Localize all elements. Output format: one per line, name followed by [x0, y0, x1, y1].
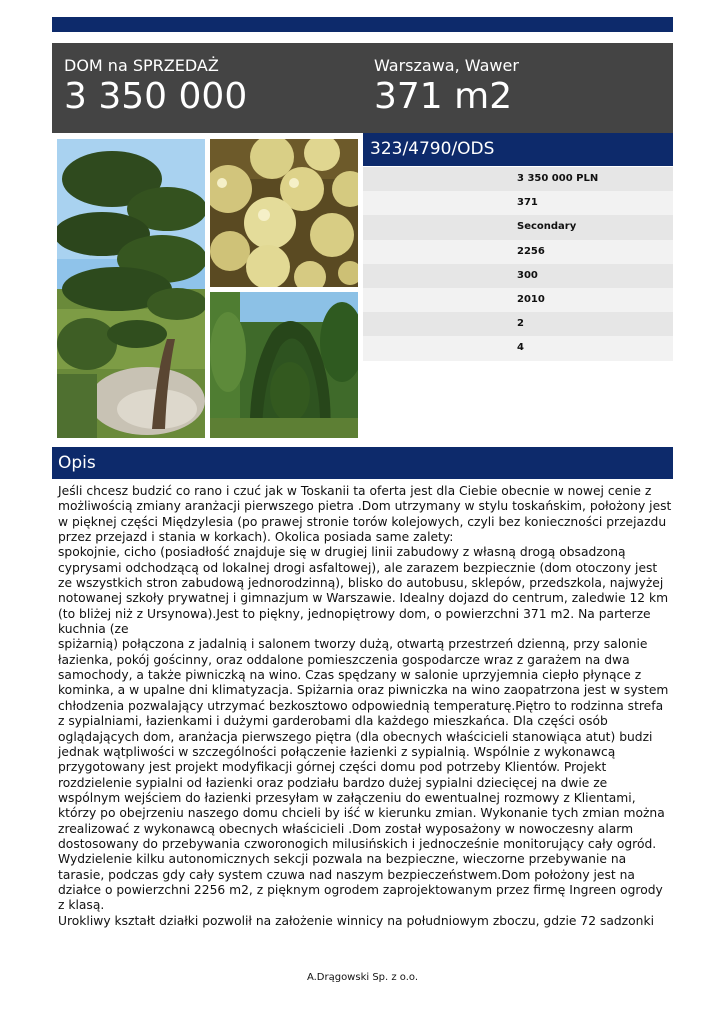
- detail-value: 2010: [517, 293, 545, 305]
- description-line: rozdzielenie sypialni od łazienki oraz podziału bardzo dużej sypialni dziecięcej na dwie ze: [58, 775, 608, 790]
- detail-value: 300: [517, 269, 538, 281]
- description-line: jednak wątpliwości w szczególności połączenie łazienki z sypialnią. Wspólnie z wykonawcą: [58, 744, 616, 759]
- description-line: chłodzenia pozwalający utrzymać bezkosztowo odpowiednią temperaturę.Piętro to rodzinna strefa: [58, 698, 664, 713]
- description-line: ze wszystkich stron zabudową jednorodzinną), blisko do autobusu, sklepów, przedszkola, najwyżej: [58, 576, 664, 591]
- description-line: samochody, a także piwniczką na wino. Czas spędzany w salonie uprzyjemnia ciepło płynące z: [58, 668, 642, 683]
- description-line: z sypialniami, łazienkami i dużymi garderobami dla każdego mieszkańca. Dla części osób: [58, 714, 608, 729]
- header-price-block: [64, 56, 247, 118]
- header-location-block: [374, 56, 519, 118]
- detail-row: [363, 215, 673, 239]
- detail-row: [363, 167, 673, 191]
- description-line: Jeśli chcesz budzić co rano i czuć jak w Toskanii ta oferta jest dla Ciebie obecnie w nowej cenie z: [58, 484, 652, 498]
- detail-row: [363, 240, 673, 264]
- photo-grapes[interactable]: [210, 139, 358, 287]
- description-line: oglądających dom, aranżacja pierwszego piętra (dla obecnych właścicieli stanowiąca atut) budzi: [58, 729, 653, 744]
- photo-gallery: [52, 133, 362, 443]
- description-line: cyprysami odchodzącą od lokalnej drogi asfaltowej), ale zarazem bezpiecznie (dom otoczony jest: [58, 560, 658, 575]
- description-line: spiżarnią) połączona z jadalnią i salonem tworzy dużą, otwartą przestrzeń dzienną, przy salonie: [58, 637, 648, 652]
- description-text: [58, 484, 670, 929]
- details-table: [363, 167, 673, 361]
- description-line: dostosowany do przebywania czworonogich milusińskich i jednocześnie monitorujący cały ogród.: [58, 836, 657, 851]
- description-line: łazienka, pokój gościnny, oraz oddalone pomieszczenia gospodarcze wraz z garażem na dwa: [58, 652, 630, 667]
- description-line: Wydzielenie kilku autonomicznych sekcji pozwala na bezpieczne, wieczorne przebywanie na: [58, 852, 627, 867]
- detail-value: 2: [517, 318, 524, 330]
- description-line: przez przejazd i stania w korkach). Okolica posiada same zalety:: [58, 530, 454, 545]
- description-section-header: [52, 447, 673, 479]
- photo-conifer[interactable]: [210, 292, 358, 438]
- listing-header: [52, 43, 673, 133]
- detail-row: [363, 288, 673, 312]
- description-line: wspólnym wejściem do łazienki przesyłam w załączeniu do ewentualnej rozmowy z Klientami,: [58, 790, 636, 805]
- detail-value: 3 350 000 PLN: [517, 173, 599, 184]
- listing-area: 371 m2: [374, 76, 513, 117]
- top-accent-bar: [52, 17, 673, 32]
- section-title: Opis: [58, 453, 96, 473]
- description-line: kuchnia (ze: [58, 622, 129, 637]
- description-line: Urokliwy kształt działki pozwolił na założenie winnicy na południowym zboczu, gdzie 72 sadzonki: [58, 913, 654, 928]
- detail-row: [363, 264, 673, 288]
- reference-number: 323/4790/ODS: [370, 139, 495, 159]
- description-line: z klasą.: [58, 898, 105, 913]
- description-line: kominka, a w upalne dni klimatyzacja. Spiżarnia oraz piwniczka na wino zaopatrzona jest w system: [58, 683, 669, 698]
- description-line: (to bliżej niż z Ursynowa).Jest to piękny, jednopiętrowy dom, o powierzchni 371 m2. Na parterze: [58, 606, 651, 621]
- footer-company: A.Drągowski Sp. z o.o.: [306, 972, 419, 983]
- detail-value: 371: [517, 197, 538, 209]
- detail-row: [363, 336, 673, 360]
- description-line: w pięknej części Międzylesia (po prawej stronie torów kolejowych, czyli bez konieczności przejazdu: [58, 514, 667, 529]
- detail-value: 4: [517, 342, 524, 354]
- description-line: przygotowany jest projekt modyfikacji górnej części domu pod potrzeby Klientów. Projekt: [58, 760, 607, 775]
- description-line: działce o powierzchni 2256 m2, z pięknym ogrodem zaprojektowanym przez firmę Ingreen ogrody: [58, 882, 663, 897]
- listing-location: Warszawa, Wawer: [374, 56, 519, 75]
- description-line: możliwością zmiany aranżacji pierwszego pietra .Dom utrzymany w stylu toskańskim, położony jest: [58, 499, 672, 514]
- description-line: którzy po obejrzeniu naszego domu chcieli by iść w kierunku zmian. Wykonanie tych zmian można: [58, 806, 665, 821]
- description-line: notowanej szkoły prywatnej i gimnazjum w Warszawie. Idealny dojazd do centrum, zaledwie 12 km: [58, 591, 669, 606]
- description-line: tarasie, podczas gdy cały system czuwa nad naszym bezpieczeństwem.Dom położony jest na: [58, 867, 635, 882]
- reference-bar: [363, 133, 673, 166]
- photo-pine-garden[interactable]: [57, 139, 205, 438]
- detail-value: 2256: [517, 245, 545, 257]
- description-line: zrealizować z wykonawcą obecnych właścicieli .Dom został wyposażony w nowoczesny alarm: [58, 821, 634, 836]
- listing-type: DOM na SPRZEDAŻ: [64, 56, 219, 75]
- detail-row: [363, 191, 673, 215]
- listing-price: 3 350 000: [64, 76, 248, 117]
- description-line: spokojnie, cicho (posiadłość znajduje się w drugiej linii zabudowy z własną drogą obsadzoną: [58, 545, 626, 560]
- detail-row: [363, 312, 673, 336]
- detail-value: Secondary: [517, 221, 577, 233]
